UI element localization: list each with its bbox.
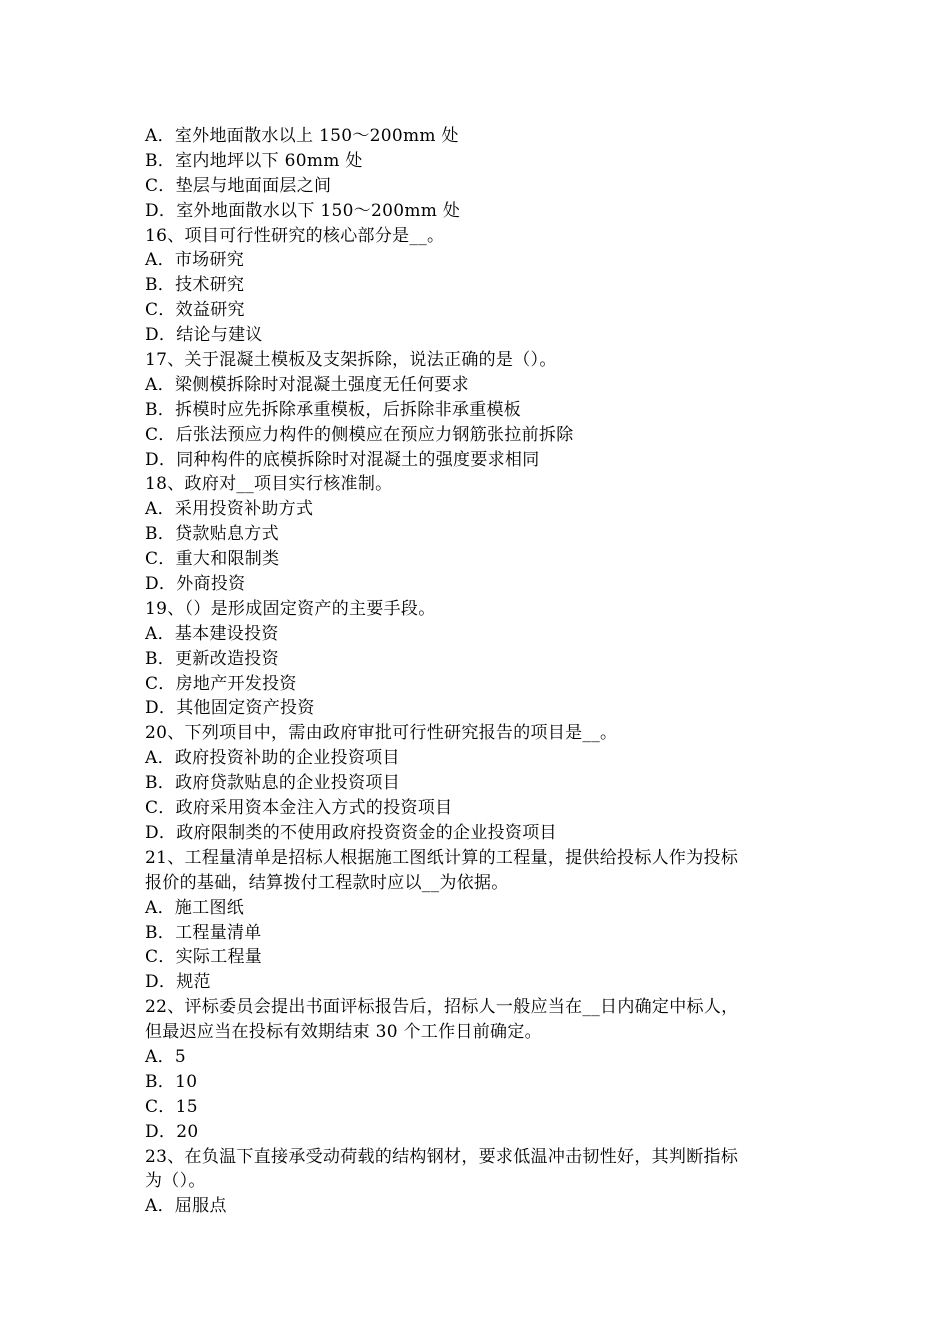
option-line: D．20 [145,1121,199,1142]
option-line: B．10 [145,1071,198,1092]
option-line: A．基本建设投资 [145,623,279,644]
question-17: 17、关于混凝土模板及支架拆除，说法正确的是（）。 [145,350,557,371]
option-line: B．更新改造投资 [145,648,279,669]
question-19: 19、（）是形成固定资产的主要手段。 [145,598,436,619]
option-line: A．政府投资补助的企业投资项目 [145,748,400,769]
option-line: B．工程量清单 [145,922,262,943]
option-line: A．市场研究 [145,250,245,271]
option-line: C．政府采用资本金注入方式的投资项目 [145,798,453,819]
question-22-cont: 但最迟应当在投标有效期结束 30 个工作日前确定。 [145,1022,542,1043]
option-line: C．实际工程量 [145,947,263,968]
option-line: A．施工图纸 [145,897,245,918]
option-line: D．其他固定资产投资 [145,698,315,719]
option-line: C．效益研究 [145,300,245,321]
option-line: C．后张法预应力构件的侧模应在预应力钢筋张拉前拆除 [145,424,574,445]
option-line: B．贷款贴息方式 [145,524,279,545]
question-20: 20、下列项目中，需由政府审批可行性研究报告的项目是__。 [145,723,618,744]
option-line: D．政府限制类的不使用政府投资资金的企业投资项目 [145,822,557,843]
option-line: A．梁侧模拆除时对混凝土强度无任何要求 [145,374,469,395]
option-line: A．屈服点 [145,1196,227,1217]
option-line: C．重大和限制类 [145,549,280,570]
option-line: A．室外地面散水以上 150～200mm 处 [145,126,459,146]
option-line: C．垫层与地面面层之间 [145,175,332,196]
option-line: B．技术研究 [145,275,245,296]
question-23-cont: 为（）。 [145,1171,206,1192]
document-page [145,124,810,1219]
question-22: 22、评标委员会提出书面评标报告后，招标人一般应当在__日内确定中标人， [145,997,739,1018]
option-line: A．5 [145,1046,186,1067]
question-18: 18、政府对__项目实行核准制。 [145,474,393,495]
option-line: B．拆模时应先拆除承重模板，后拆除非承重模板 [145,399,522,420]
question-21: 21、工程量清单是招标人根据施工图纸计算的工程量，提供给投标人作为投标 [145,847,739,868]
option-line: B．室内地坪以下 60mm 处 [145,150,363,171]
option-line: D．外商投资 [145,574,246,595]
option-line: A．采用投资补助方式 [145,499,314,520]
option-line: C．房地产开发投资 [145,673,297,694]
question-16: 16、项目可行性研究的核心部分是__。 [145,225,445,246]
option-line: D．规范 [145,972,211,993]
question-23: 23、在负温下直接承受动荷载的结构钢材，要求低温冲击韧性好，其判断指标 [145,1146,739,1167]
option-line: B．政府贷款贴息的企业投资项目 [145,773,400,794]
question-21-cont: 报价的基础，结算拨付工程款时应以__为依据。 [145,872,509,893]
option-line: C．15 [145,1096,198,1117]
option-line: D．同种构件的底模拆除时对混凝土的强度要求相同 [145,449,540,470]
option-line: D．结论与建议 [145,325,263,346]
option-line: D．室外地面散水以下 150～200mm 处 [145,200,461,221]
